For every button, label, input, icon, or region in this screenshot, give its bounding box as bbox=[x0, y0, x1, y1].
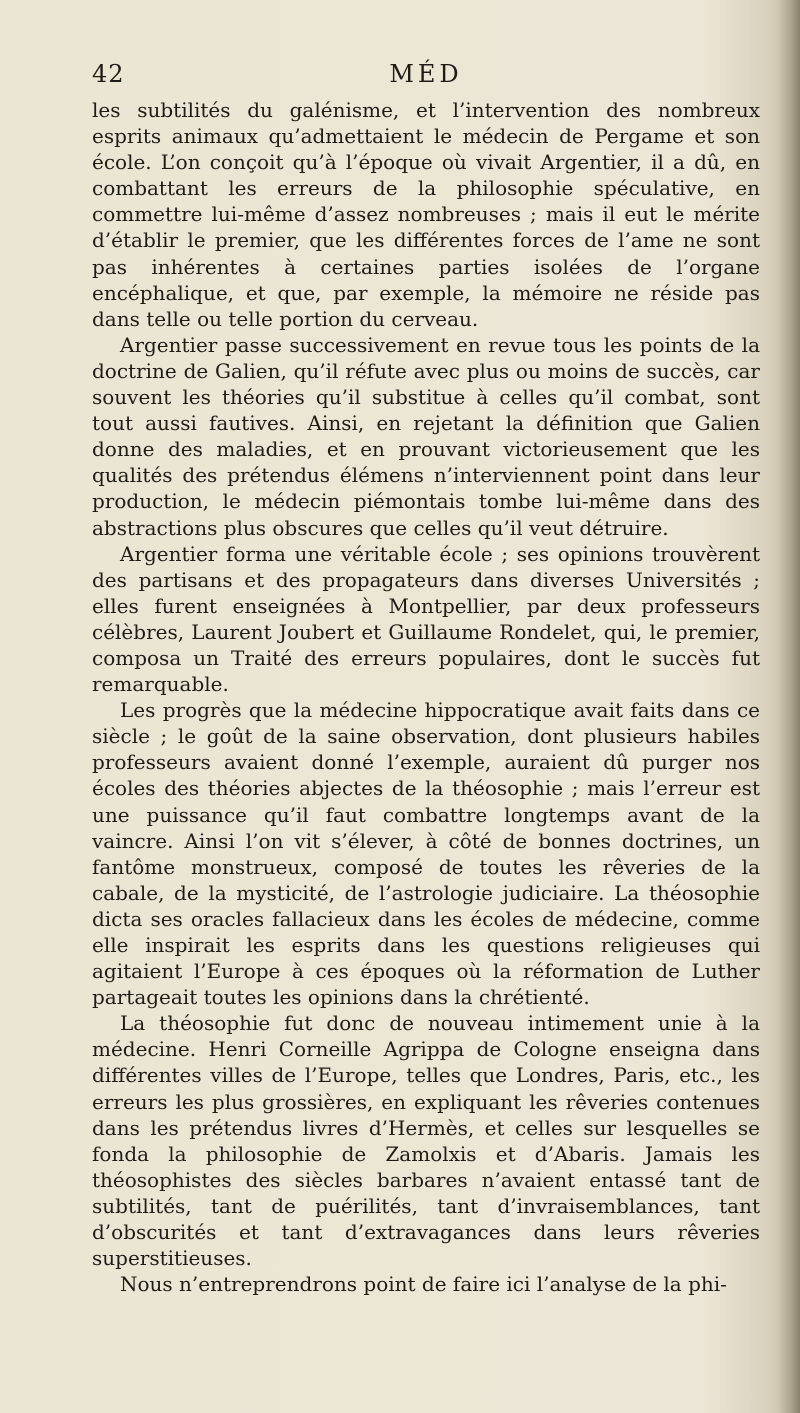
page-number: 42 bbox=[92, 60, 125, 88]
running-head: MÉD bbox=[389, 60, 463, 88]
paragraph: Les progrès que la médecine hippocratique avait faits dans ce siècle ; le goût de la saine observation, dont plusieurs habiles professeurs avaient donné l’exemple, auraient dû purger nos écoles des théories abjectes de la théosophie ; mais l’erreur est une puissance qu’il faut combattre longtemps avant de la vaincre. Ainsi l’on vit s’élever, à côté de bonnes doctrines, un fantôme monstrueux, composé de toutes les rêveries de la cabale, de la mysticité, de l’astrologie judiciaire. La théosophie dicta ses oracles fallacieux dans les écoles de médecine, comme elle inspirait les esprits dans les questions religieuses qui agitaient l’Europe à ces époques où la réformation de Luther partageait toutes les opinions dans la chrétienté. bbox=[92, 698, 760, 1010]
page-header bbox=[92, 60, 760, 96]
body-text bbox=[92, 97, 760, 1297]
paragraph: Argentier forma une véritable école ; ses opinions trouvèrent des partisans et des propagateurs dans diverses Universités ; elles furent enseignées à Montpellier, par deux professeurs célèbres, Laurent Joubert et Guillaume Rondelet, qui, le premier, composa un Traité des erreurs populaires, dont le succès fut remarquable. bbox=[92, 541, 760, 697]
paragraph: les subtilités du galénisme, et l’intervention des nombreux esprits animaux qu’admettaient le médecin de Pergame et son école. L’on conçoit qu’à l’époque où vivait Argentier, il a dû, en combattant les erreurs de la philosophie spéculative, en commettre lui-même d’assez nombreuses ; mais il eut le mérite d’établir le premier, que les différentes forces de l’ame ne sont pas inhérentes à certaines parties isolées de l’organe encéphalique, et que, par exemple, la mémoire ne réside pas dans telle ou telle portion du cerveau. bbox=[92, 98, 760, 331]
paragraph: Nous n’entreprendrons point de faire ici l’analyse de la phi- bbox=[120, 1272, 727, 1297]
page-gutter-shadow bbox=[778, 0, 800, 1413]
paragraph: La théosophie fut donc de nouveau intimement unie à la médecine. Henri Corneille Agrippa de Cologne enseigna dans différentes villes de l’Europe, telles que Londres, Paris, etc., les erreurs les plus grossières, en expliquant les rêveries contenues dans les prétendus livres d’Hermès, et celles sur lesquelles se fonda la philosophie de Zamolxis et d’Abaris. Jamais les théosophistes des siècles barbares n’avaient entassé tant de subtilités, tant de puérilités, tant d’invraisemblances, tant d’obscurités et tant d’extravagances dans leurs rêveries superstitieuses. bbox=[92, 1011, 760, 1271]
paragraph: Argentier passe successivement en revue tous les points de la doctrine de Galien, qu’il réfute avec plus ou moins de succès, car souvent les théories qu’il substitue à celles qu’il combat, sont tout aussi fautives. Ainsi, en rejetant la définition que Galien donne des maladies, et en prouvant victorieusement que les qualités des prétendus élémens n’interviennent point dans leur production, le médecin piémontais tombe lui-même dans des abstractions plus obscures que celles qu’il veut détruire. bbox=[92, 332, 760, 540]
